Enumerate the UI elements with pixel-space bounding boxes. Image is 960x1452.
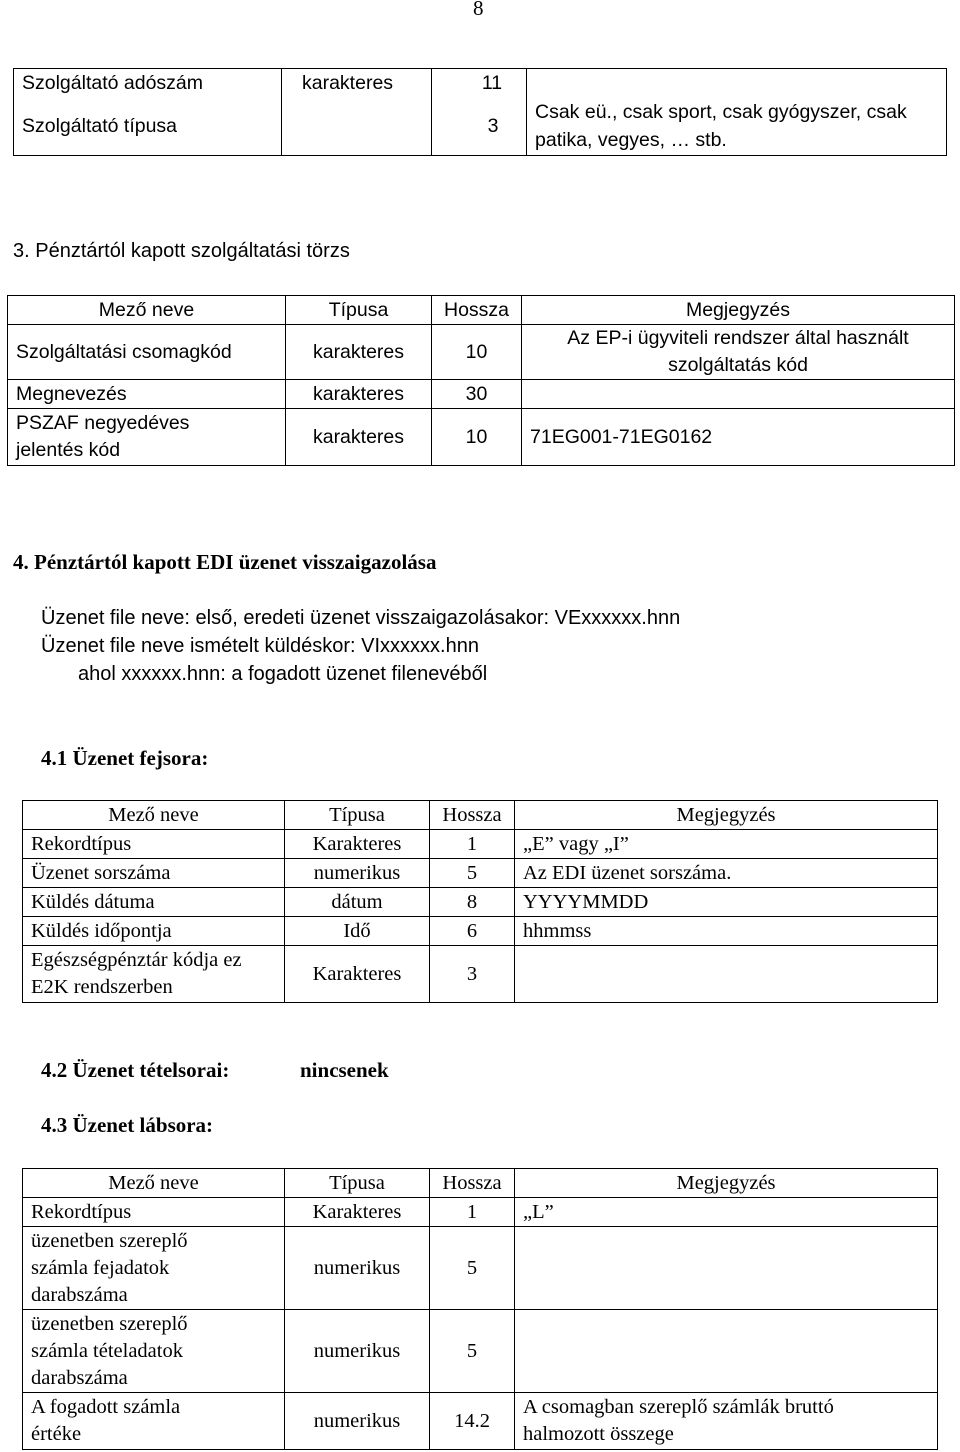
table-cell xyxy=(515,946,938,1003)
table-cell xyxy=(282,97,432,156)
table-cell xyxy=(527,69,947,98)
table-cell: 10 xyxy=(432,325,522,380)
table-cell: „L” xyxy=(515,1198,938,1227)
table-row xyxy=(23,1393,938,1450)
header-record-table xyxy=(22,800,938,1003)
table-header-cell: Mező neve xyxy=(23,801,285,830)
table-cell: Karakteres xyxy=(285,830,430,859)
table-cell: Szolgáltató típusa xyxy=(14,97,282,156)
table-cell xyxy=(515,1227,938,1310)
table-cell: Küldés dátuma xyxy=(23,888,285,917)
table-cell: karakteres xyxy=(286,380,432,409)
table-cell: numerikus xyxy=(285,859,430,888)
section-4-heading: 4. Pénztártól kapott EDI üzenet visszaigazolása xyxy=(13,550,437,574)
table-cell: 11 xyxy=(432,69,527,98)
table-cell: Idő xyxy=(285,917,430,946)
table-row xyxy=(14,97,947,156)
table-cell: Szolgáltatási csomagkód xyxy=(8,325,286,380)
table-cell xyxy=(515,1310,938,1393)
table-cell: Karakteres xyxy=(285,946,430,1003)
table-cell: Az EDI üzenet sorszáma. xyxy=(515,859,938,888)
section-4-1-heading: 4.1 Üzenet fejsora: xyxy=(41,746,209,770)
table-cell: üzenetben szereplő számla tételadatok darabszáma xyxy=(23,1310,285,1393)
table-cell: 3 xyxy=(432,97,527,156)
table-cell: numerikus xyxy=(285,1227,430,1310)
section-4-2-value: nincsenek xyxy=(300,1058,389,1082)
table-cell: numerikus xyxy=(285,1393,430,1450)
page-number: 8 xyxy=(473,0,484,20)
table-cell: A csomagban szereplő számlák bruttó halmozott összege xyxy=(515,1393,938,1450)
service-master-table xyxy=(7,295,955,466)
table-header-cell: Megjegyzés xyxy=(522,296,955,325)
table-header-row xyxy=(23,1169,938,1198)
table-row xyxy=(8,325,955,380)
table-cell: Rekordtípus xyxy=(23,1198,285,1227)
table-cell: 30 xyxy=(432,380,522,409)
table-cell: Küldés időpontja xyxy=(23,917,285,946)
table-cell: 5 xyxy=(430,859,515,888)
table-header-cell: Mező neve xyxy=(23,1169,285,1198)
table-cell: Rekordtípus xyxy=(23,830,285,859)
table-row xyxy=(23,1227,938,1310)
table-cell: YYYYMMDD xyxy=(515,888,938,917)
table-cell: Megnevezés xyxy=(8,380,286,409)
table-cell: üzenetben szereplő számla fejadatok darabszáma xyxy=(23,1227,285,1310)
table-header-cell: Típusa xyxy=(285,801,430,830)
section-4-3-heading: 4.3 Üzenet lábsora: xyxy=(41,1113,214,1137)
provider-fields-table xyxy=(13,68,947,156)
table-header-row xyxy=(8,296,955,325)
table-cell: Üzenet sorszáma xyxy=(23,859,285,888)
table-cell: „E” vagy „I” xyxy=(515,830,938,859)
table-row xyxy=(23,830,938,859)
table-row xyxy=(23,859,938,888)
table-cell: 1 xyxy=(430,830,515,859)
table-row xyxy=(23,1198,938,1227)
filename-note-line: ahol xxxxxx.hnn: a fogadott üzenet filenevéből xyxy=(78,663,488,685)
table-cell: hhmmss xyxy=(515,917,938,946)
table-cell: 14.2 xyxy=(430,1393,515,1450)
section-4-2-heading: 4.2 Üzenet tételsorai: xyxy=(41,1058,230,1082)
table-cell: Az EP-i ügyviteli rendszer által használt szolgáltatás kód xyxy=(522,325,955,380)
table-cell: Karakteres xyxy=(285,1198,430,1227)
table-cell: karakteres xyxy=(282,69,432,98)
table-row xyxy=(23,917,938,946)
table-cell: 5 xyxy=(430,1227,515,1310)
table-cell: 5 xyxy=(430,1310,515,1393)
table-cell: karakteres xyxy=(286,325,432,380)
filename-repeat-line: Üzenet file neve ismételt küldéskor: VIxxxxxx.hnn xyxy=(41,635,479,657)
table-cell: 3 xyxy=(430,946,515,1003)
table-header-cell: Mező neve xyxy=(8,296,286,325)
table-row xyxy=(23,946,938,1003)
footer-record-table xyxy=(22,1168,938,1450)
table-row xyxy=(23,888,938,917)
table-cell: dátum xyxy=(285,888,430,917)
table-cell: PSZAF negyedéves jelentés kód xyxy=(8,409,286,466)
table-cell xyxy=(522,380,955,409)
table-cell: 71EG001-71EG0162 xyxy=(522,409,955,466)
table-header-cell: Megjegyzés xyxy=(515,1169,938,1198)
table-cell: Csak eü., csak sport, csak gyógyszer, csak patika, vegyes, … stb. xyxy=(527,97,947,156)
table-cell: 8 xyxy=(430,888,515,917)
section-3-heading: 3. Pénztártól kapott szolgáltatási törzs xyxy=(13,240,350,262)
table-cell: numerikus xyxy=(285,1310,430,1393)
table-row xyxy=(8,380,955,409)
table-header-cell: Hossza xyxy=(430,1169,515,1198)
table-row xyxy=(14,69,947,98)
table-cell: Egészségpénztár kódja ez E2K rendszerben xyxy=(23,946,285,1003)
table-row xyxy=(8,409,955,466)
table-row xyxy=(23,1310,938,1393)
table-header-cell: Típusa xyxy=(286,296,432,325)
table-header-cell: Hossza xyxy=(432,296,522,325)
table-cell: 1 xyxy=(430,1198,515,1227)
filename-first-line: Üzenet file neve: első, eredeti üzenet visszaigazolásakor: VExxxxxx.hnn xyxy=(41,607,681,629)
table-cell: karakteres xyxy=(286,409,432,466)
table-cell: Szolgáltató adószám xyxy=(14,69,282,98)
table-cell: 6 xyxy=(430,917,515,946)
table-header-row xyxy=(23,801,938,830)
table-header-cell: Hossza xyxy=(430,801,515,830)
table-header-cell: Típusa xyxy=(285,1169,430,1198)
table-header-cell: Megjegyzés xyxy=(515,801,938,830)
table-cell: A fogadott számla értéke xyxy=(23,1393,285,1450)
table-cell: 10 xyxy=(432,409,522,466)
